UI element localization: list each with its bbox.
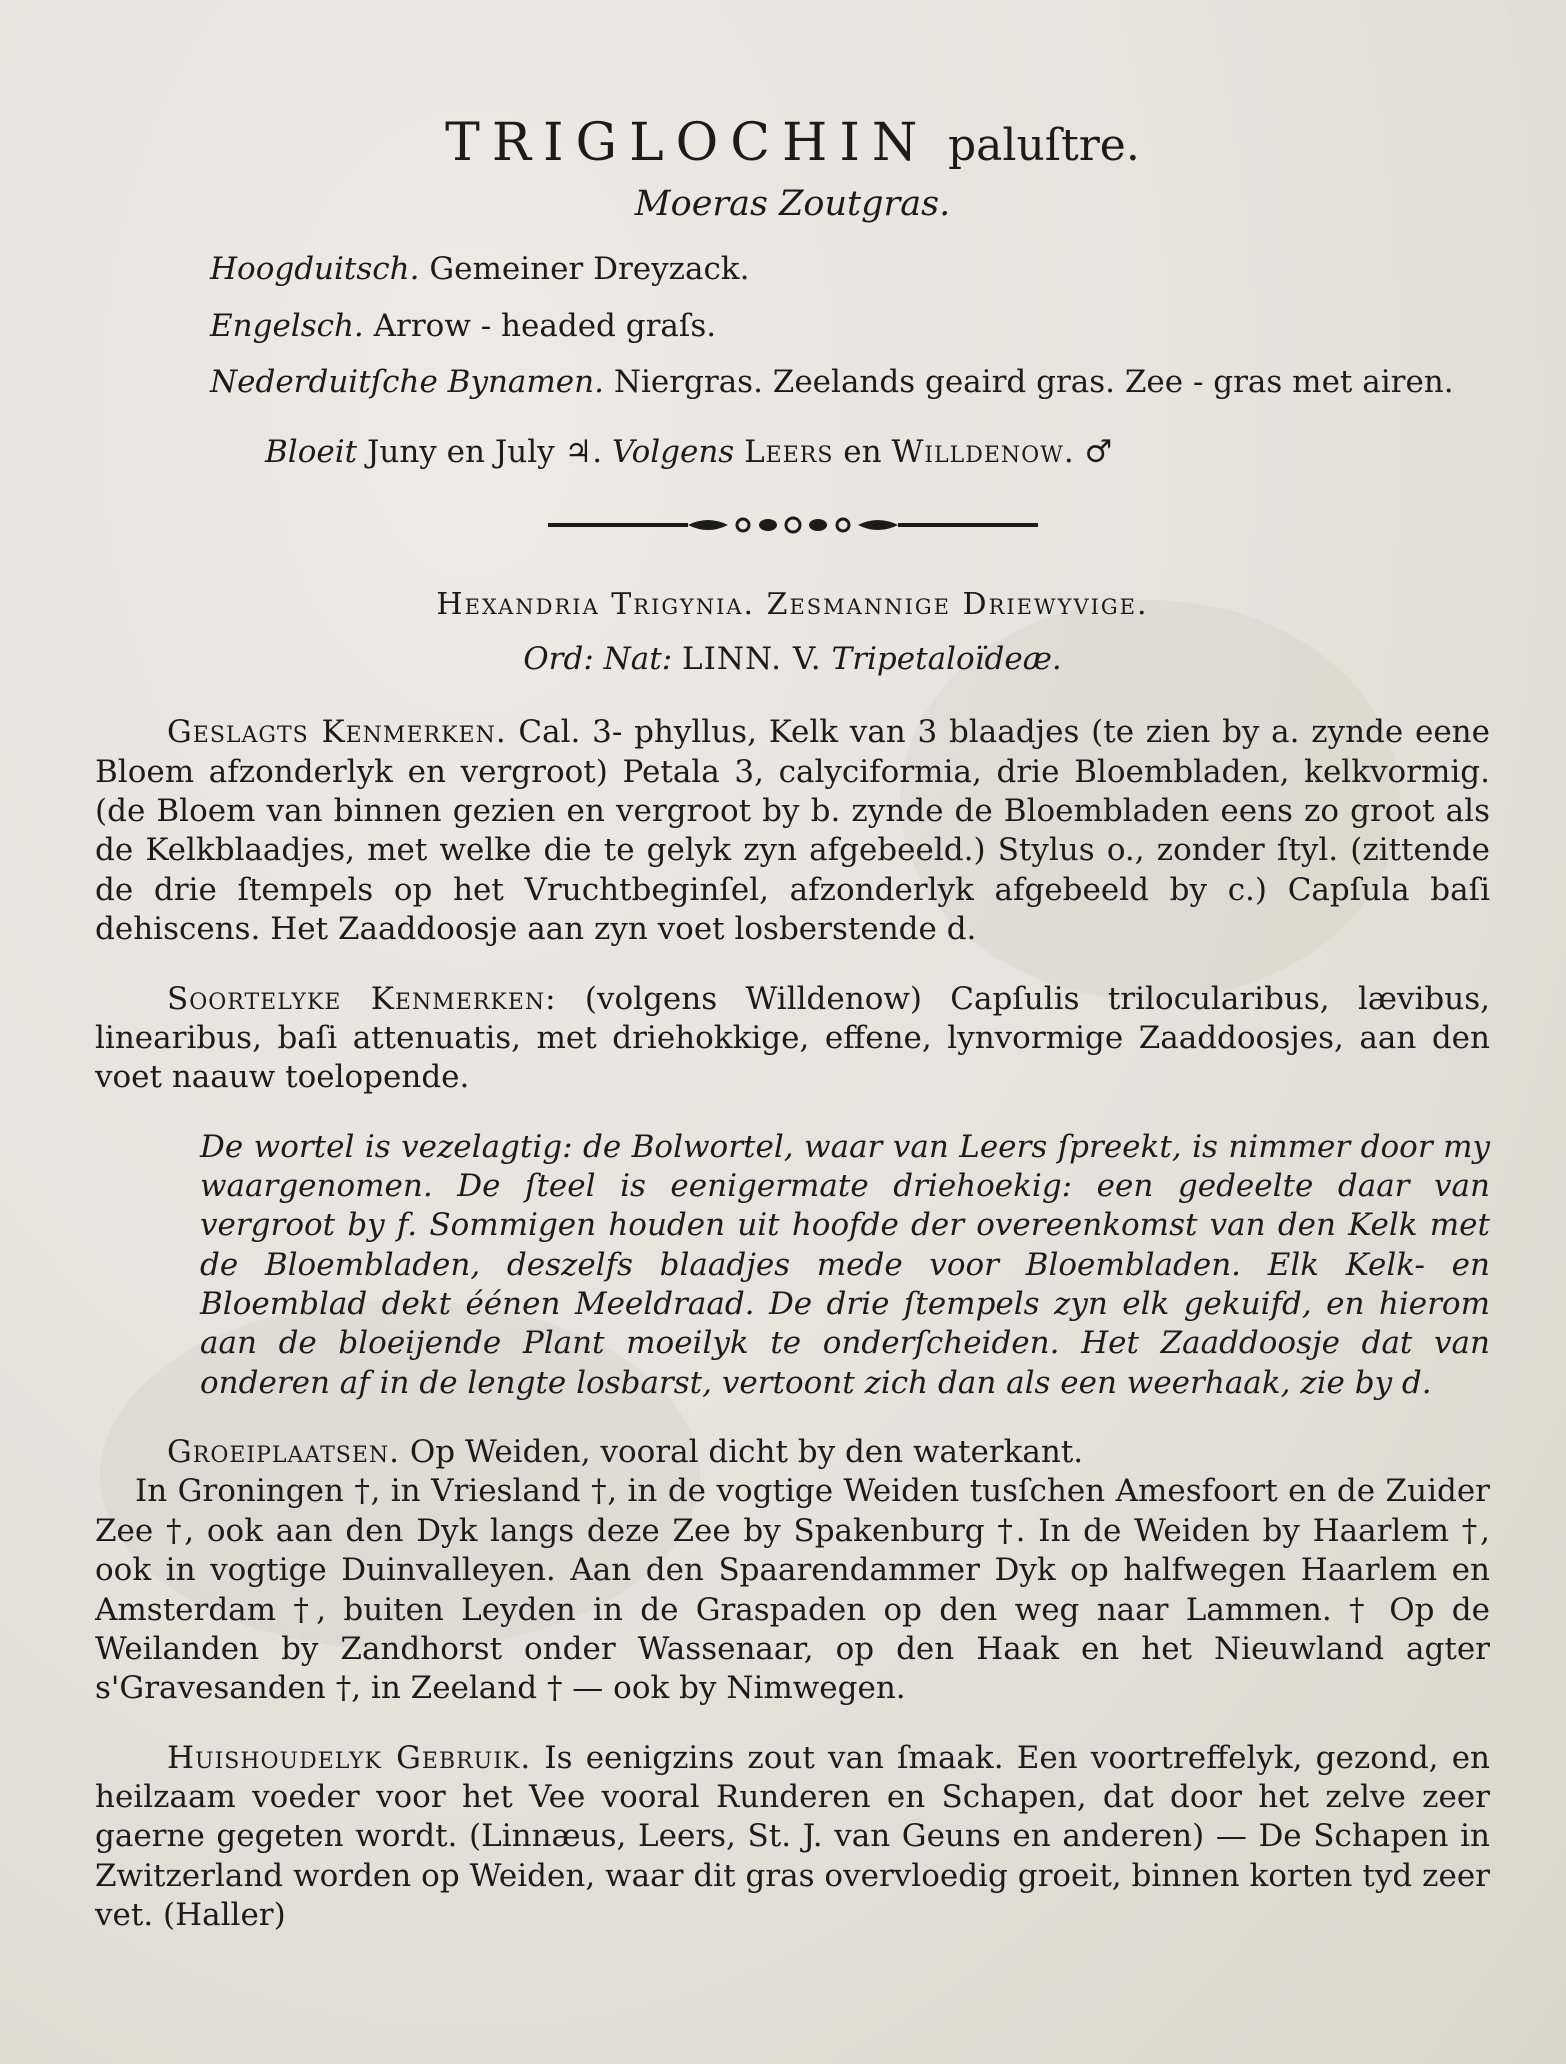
section-genus-characters <box>95 713 1490 949</box>
page-title <box>95 110 1490 176</box>
section-species-characters <box>95 980 1490 1098</box>
linnaean-class: Hexandria Trigynia. Zesmannige Driewyvige. <box>436 586 1149 622</box>
bloom-label: Bloeit <box>265 433 358 470</box>
section-body: De wortel is vezelagtig: de Bolwortel, waar van Leers ſpreekt, is nimmer door my waargenomen. De ſteel is eenigermate driehoekig: een gedeelte daar van vergroot by f. Sommigen houden uit hoofde der overeenkomst van den Kelk met de Bloembladen, deszelfs blaadjes mede voor Bloembladen. Elk Kelk- en Bloemblad dekt éénen Meeldraad. De drie ſtempels zyn elk gekuifd, en hierom aan de bloeijende Plant moeilyk te onderſcheiden. Het Zaaddoosje dat van onderen af in de lengte losbarst, vertoont zich dan als een weerhaak, zie by d. <box>200 1128 1490 1401</box>
section-heading: Groeiplaatsen. <box>167 1434 401 1471</box>
vernacular-names <box>210 250 1490 402</box>
section-intro: Op Weiden, vooral dicht by den waterkant. <box>409 1434 1084 1471</box>
order-name: Tripetaloïdeæ. <box>831 641 1062 677</box>
order-linn: LINN. V. <box>682 641 822 677</box>
author-leers: Leers <box>744 433 834 470</box>
ornament-divider-icon <box>543 510 1043 540</box>
lang-label: Engelsch. <box>210 307 364 344</box>
bloom-months: Juny en July <box>366 433 555 470</box>
section-description <box>95 1128 1490 1404</box>
section-habitat <box>95 1433 1490 1709</box>
author-willdenow: Willdenow. <box>891 433 1075 470</box>
section-economic-use <box>95 1739 1490 1936</box>
conjunction: en <box>843 433 882 470</box>
perennial-symbol: ♃. <box>564 433 603 470</box>
section-body: In Groningen †, in Vriesland †, in de vogtige Weiden tusſchen Amesfoort en de Zuider Zee †, ook aan den Dyk langs deze Zee by Spakenburg †. In de Weiden by Haarlem †, ook in vogtige Duinvalleyen. Aan den Spaarendammer Dyk op halfwegen Haarlem en Amsterdam †, buiten Leyden in de Graspaden op den weg naar Lammen. † Op de Weilanden by Zandhorst onder Wassenaar, op den Haak en het Nieuwland agter s'Gravesanden †, in Zeeland † — ook by Nimwegen. <box>95 1473 1490 1707</box>
section-body: (volgens Willdenow) Capſulis trilocularibus, lævibus, linearibus, baſi attenuatis, met driehokkige, effene, lynvormige Zaaddoosjes, aan den voet naauw toelopende. <box>95 980 1491 1096</box>
section-body: Cal. 3- phyllus, Kelk van 3 blaadjes (te zien by a. zynde eene Bloem afzonderlyk en vergroot) Petala 3, calyciformia, drie Bloembladen, kelkvormig. (de Bloem van binnen gezien en vergroot by b. zynde de Bloembladen eens zo groot als de Kelkblaadjes, met welke die te gelyk zyn afgebeeld.) Stylus o., zonder ſtyl. (zittende de drie ſtempels op het Vruchtbeginſel, afzonderlyk afgebeeld by c.) Capſula baſi dehiscens. Het Zaaddoosje aan zyn voet losberstende d. <box>95 714 1490 948</box>
section-body: Is eenigzins zout van ſmaak. Een voortreffelyk, gezond, en heilzaam voeder voor het Vee vooral Runderen en Schapen, dat door het zelve zeer gaerne gegeten wordt. (Linnæus, Leers, St. J. van Geuns en anderen) — De Schapen in Zwitzerland worden op Weiden, waar dit gras overvloedig groeit, binnen korten tyd zeer vet. (Haller) <box>95 1739 1491 1934</box>
according-label: Volgens <box>612 433 735 470</box>
name-english <box>210 307 1490 346</box>
section-heading: Soortelyke Kenmerken: <box>167 980 557 1017</box>
name-text: Niergras. Zeelands geaird gras. Zee - gras met airen. <box>613 364 1454 401</box>
page-content <box>95 110 1490 1965</box>
name-text: Arrow - headed graſs. <box>373 307 717 344</box>
name-dutch-synonyms <box>210 363 1490 402</box>
lang-label: Nederduitſche Bynamen. <box>210 364 604 401</box>
section-heading: Huishoudelyk Gebruik. <box>167 1739 532 1776</box>
bloom-line <box>265 433 1490 472</box>
species-name: paluſtre. <box>947 120 1140 171</box>
natural-order <box>95 640 1490 679</box>
male-symbol: ♂ <box>1084 433 1113 470</box>
genus-name: TRIGLOCHIN <box>445 113 930 173</box>
name-german <box>210 250 1490 289</box>
dutch-name: Moeras Zoutgras. <box>634 184 951 225</box>
name-text: Gemeiner Dreyzack. <box>429 251 750 288</box>
order-prefix: Ord: Nat: <box>523 641 673 677</box>
section-heading: Geslagts Kenmerken. <box>167 714 507 751</box>
lang-label: Hoogduitsch. <box>210 251 420 288</box>
